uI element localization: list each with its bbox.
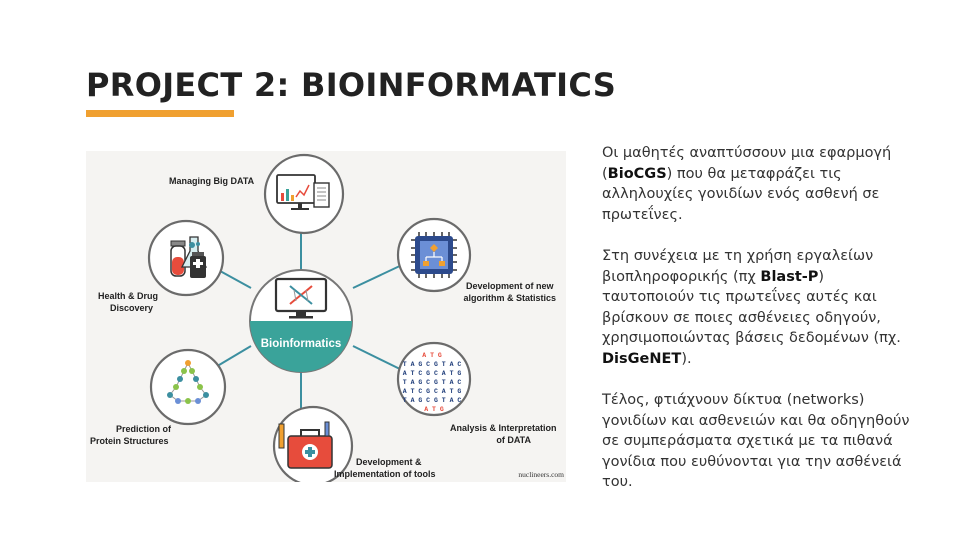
node-label-line: Protein Structures <box>90 436 169 446</box>
dna-sequence-icon <box>403 352 465 413</box>
sequence-line: T A G C G T A C <box>402 379 462 386</box>
blast-p-term: Blast-P <box>760 268 819 285</box>
svg-text:Health & Drug Discover <box>98 291 161 313</box>
paragraph-2: Στη συνέχεια με τη χρήση εργαλείων βιοπληροφορικής (πχ Blast-P) ταυτοποιούν τις πρωτεΐνες αυτές και βρίσκουν σε ποιες ασθένειες οδηγούν, χρησιμοποιώντας βάσεις δεδομένων (πχ. DisGeNET). <box>602 248 901 367</box>
biocgs-term: BioCGS <box>607 165 667 182</box>
svg-text:Development of new alg <box>463 281 556 303</box>
sequence-line: A T C G C A T G <box>402 370 462 377</box>
node-label-line: Analysis & Interpretation <box>449 423 557 433</box>
svg-text:Analysis & Interpretation <box>450 423 559 445</box>
sequence-line: A T G <box>422 352 442 359</box>
node-label-line: Prediction of <box>116 424 172 434</box>
node-label-line: Health & Drug <box>98 291 159 301</box>
node-tools <box>274 407 436 482</box>
sequence-line: T A G C G T A C <box>402 397 462 404</box>
node-health-drug-discovery <box>98 221 223 313</box>
center-label: Bioinformatics <box>260 338 342 350</box>
node-analysis-interpretation <box>398 343 559 445</box>
paragraph-1: Οι μαθητές αναπτύσσουν μια εφαρμογή (BioCGS) που θα μεταφράζει τις αλληλουχίες γονιδίων ενός ασθενή σε πρωτεΐνες. <box>602 145 892 223</box>
slide-body-text <box>602 143 920 514</box>
title-underline <box>86 110 234 117</box>
bioinformatics-diagram <box>86 151 566 482</box>
node-label-line: algorithm & Statistics <box>463 293 556 303</box>
node-label-line: of DATA <box>496 435 531 445</box>
svg-text:A T G T A G C G T A <box>403 352 465 413</box>
sequence-line: T A G C G T A C <box>402 361 462 368</box>
slide-title: PROJECT 2: BIOINFORMATICS <box>86 66 617 104</box>
node-protein-structures <box>90 350 225 446</box>
center-hub <box>250 270 352 372</box>
node-label-line: Development of new <box>465 281 554 291</box>
svg-text:Managing Big DATA <box>169 176 255 186</box>
disgenet-term: DisGeNET <box>602 350 682 367</box>
node-label-line: Development & <box>356 457 422 467</box>
paragraph-3: Τέλος, φτιάχνουν δίκτυα (networks) γονιδίων και ασθενειών και θα οδηγηθούν σε συμπεράσματα σχετικά με τα πιθανά γονίδια που ευθύνονται για την ασθένειά του. <box>602 392 910 490</box>
node-label-line: Implementation of tools <box>334 469 436 479</box>
sequence-line: A T G <box>424 406 444 413</box>
node-label-line: Managing Big DATA <box>169 176 255 186</box>
cpu-chip-icon <box>411 232 457 278</box>
sequence-line: A T C G C A T G <box>402 388 462 395</box>
svg-text:Prediction of Protein <box>90 424 174 446</box>
source-credit: nuclineers.com <box>518 470 564 479</box>
node-label-line: Discovery <box>110 303 154 313</box>
node-algorithm-statistics <box>398 219 556 303</box>
